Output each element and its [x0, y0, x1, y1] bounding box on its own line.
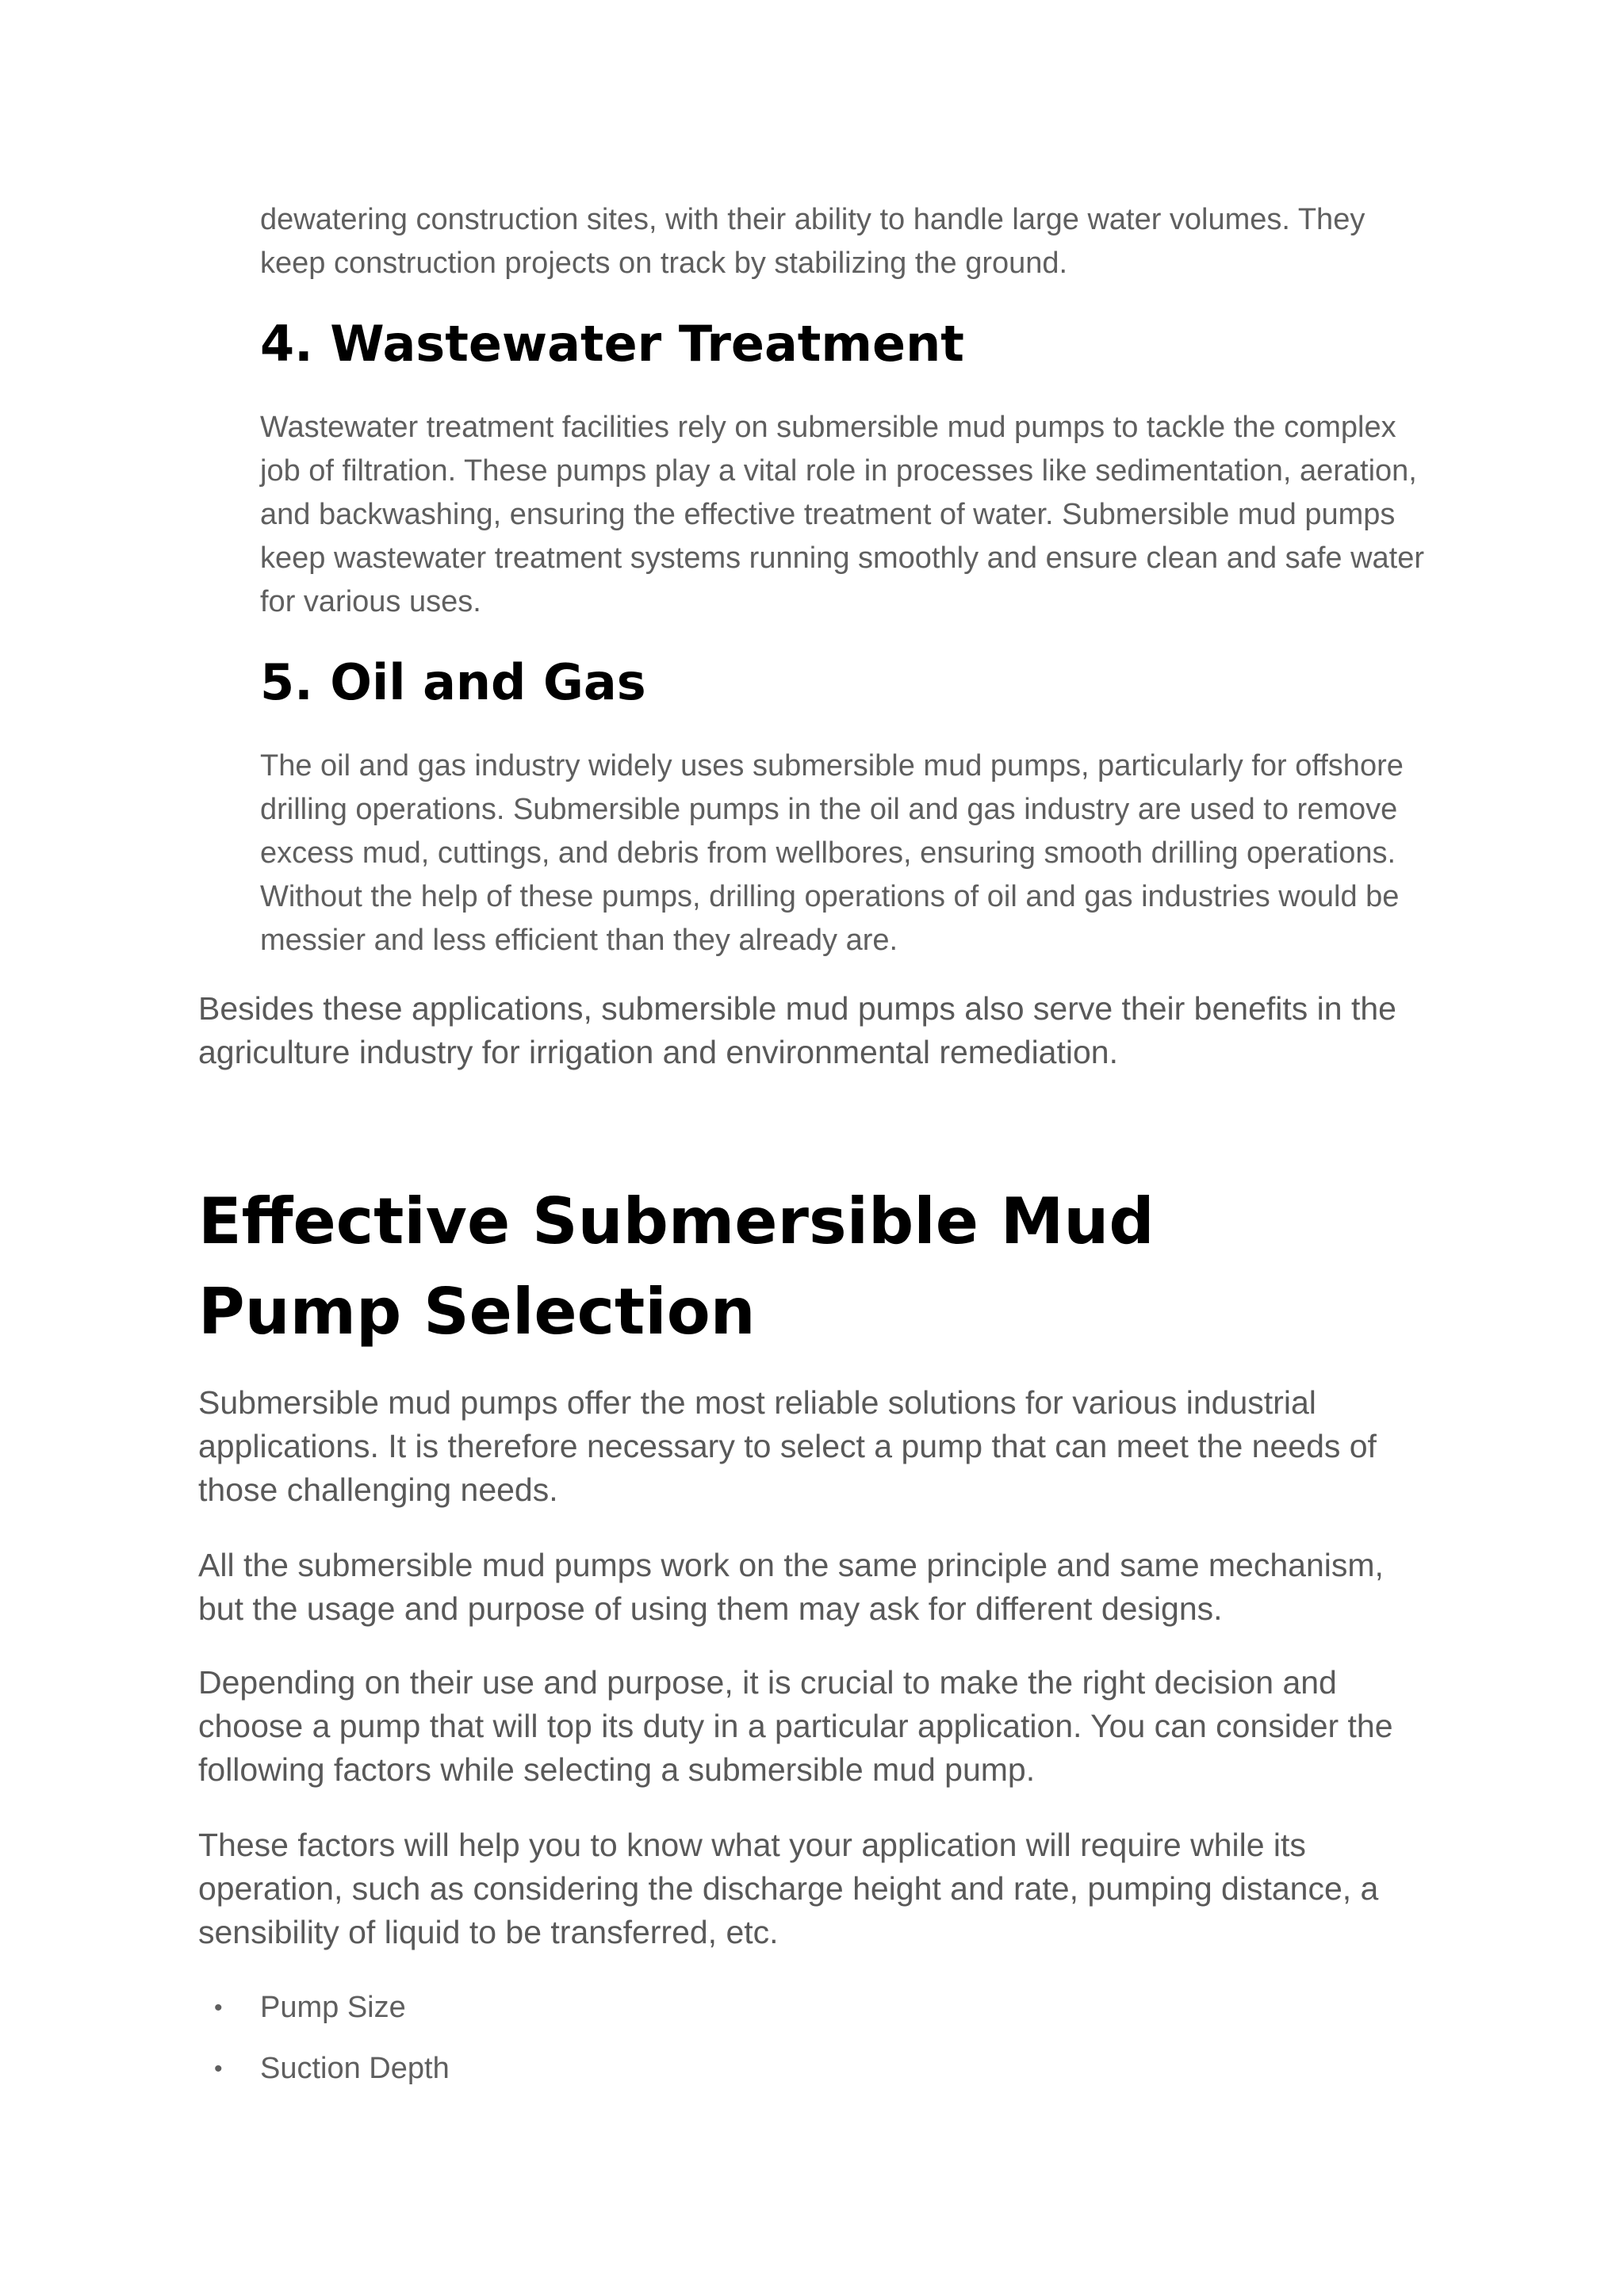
intro-continuation-block — [260, 198, 1434, 285]
intro-continuation-paragraph: dewatering construction sites, with their ability to handle large water volumes. They keep construction projects on track by stabilizing the ground. — [260, 203, 1365, 280]
list-item — [198, 2047, 1435, 2091]
besides-block — [198, 987, 1435, 1074]
section-wastewater-body — [260, 406, 1434, 624]
list-item — [198, 1986, 1435, 2030]
selection-heading: Effective Submersible Mud Pump Selection — [198, 1184, 1155, 1349]
selection-paragraph-4-block — [198, 1823, 1435, 1954]
selection-heading-block — [198, 1177, 1308, 1357]
section-oil-gas-body — [260, 744, 1434, 962]
list-item-label: Suction Depth — [260, 2052, 450, 2085]
factors-list-block — [198, 1986, 1435, 2108]
selection-paragraph: These factors will help you to know what your application will require while its operation, such as considering the discharge height and rate, pumping distance, a sensibility of liquid to be transferred, etc. — [198, 1827, 1379, 1950]
selection-paragraph-1-block — [198, 1381, 1435, 1512]
selection-paragraph: Depending on their use and purpose, it is crucial to make the right decision and choose a pump that will top its duty in a particular application. You can consider the following factors while selecting a submersible mud pump. — [198, 1664, 1393, 1788]
selection-paragraph: Submersible mud pumps offer the most reliable solutions for various industrial applications. It is therefore necessary to select a pump that can meet the needs of those challenging needs. — [198, 1384, 1377, 1508]
wastewater-paragraph: Wastewater treatment facilities rely on submersible mud pumps to tackle the complex job of filtration. These pumps play a vital role in processes like sedimentation, aeration, and backwashing, ensuring the effective treatment of water. Submersible mud pumps keep wastewater treatment systems running smoothly and ensure clean and safe water for various uses. — [260, 411, 1424, 618]
wastewater-heading: 4. Wastewater Treatment — [260, 315, 964, 373]
oil-gas-paragraph: The oil and gas industry widely uses submersible mud pumps, particularly for offshore drilling operations. Submersible pumps in the oil and gas industry are used to remove excess mud, cuttings, and debris from wellbores, ensuring smooth drilling operations. Without the help of these pumps, drilling operations of oil and gas industries would be messier and less efficient than they already are. — [260, 749, 1404, 957]
section-wastewater — [260, 312, 1434, 376]
list-item-label: Pump Size — [260, 1991, 406, 2024]
oil-gas-heading: 5. Oil and Gas — [260, 653, 646, 711]
selection-paragraph-3-block — [198, 1661, 1435, 1792]
selection-paragraph: All the submersible mud pumps work on the same principle and same mechanism, but the usage and purpose of using them may ask for different designs. — [198, 1547, 1384, 1627]
besides-paragraph: Besides these applications, submersible mud pumps also serve their benefits in the agriculture industry for irrigation and environmental remediation. — [198, 990, 1396, 1070]
bullet-icon: • — [214, 2056, 223, 2082]
bullet-icon: • — [214, 1995, 223, 2021]
selection-paragraph-2-block — [198, 1544, 1435, 1631]
section-oil-gas — [260, 651, 1434, 714]
factors-list — [198, 1986, 1435, 2091]
